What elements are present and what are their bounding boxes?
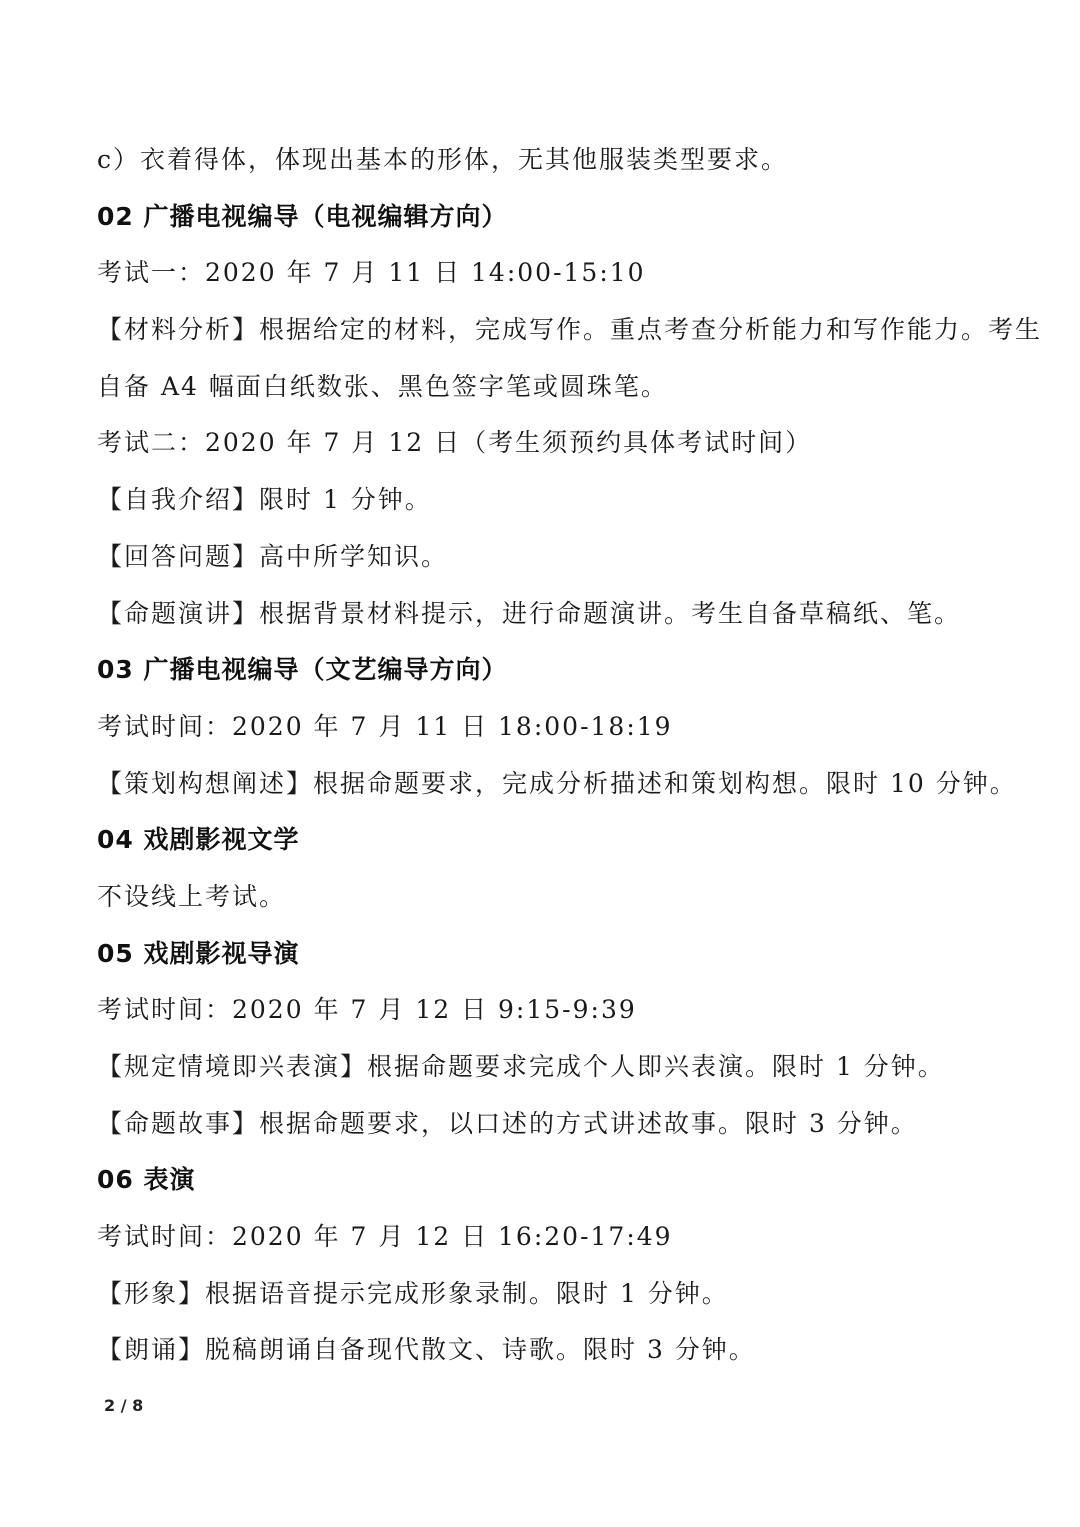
document-body — [97, 136, 1043, 1383]
page-number: 2 / 8 — [104, 1396, 144, 1415]
section-heading-06: 06 表演 — [97, 1165, 196, 1195]
line-image: 【形象】根据语音提示完成形象录制。限时 1 分钟。 — [97, 1278, 729, 1308]
line-story: 【命题故事】根据命题要求，以口述的方式讲述故事。限时 3 分钟。 — [97, 1108, 918, 1138]
section-heading-03: 03 广播电视编导（文艺编导方向） — [97, 655, 508, 685]
section-heading-04: 04 戏剧影视文学 — [97, 825, 300, 855]
line-recitation: 【朗诵】脱稿朗诵自备现代散文、诗歌。限时 3 分钟。 — [97, 1335, 756, 1365]
line-exam-one-time: 考试一：2020 年 7 月 11 日 14:00-15:10 — [97, 258, 646, 288]
line-attire-requirement: c）衣着得体，体现出基本的形体，无其他服装类型要求。 — [97, 145, 789, 174]
line-improv: 【规定情境即兴表演】根据命题要求完成个人即兴表演。限时 1 分钟。 — [97, 1052, 945, 1081]
line-topic-speech: 【命题演讲】根据背景材料提示，进行命题演讲。考生自备草稿纸、笔。 — [97, 598, 962, 628]
line-exam-time-03: 考试时间：2020 年 7 月 11 日 18:00-18:19 — [97, 711, 673, 741]
line-no-online-exam: 不设线上考试。 — [97, 881, 287, 911]
line-answer-questions: 【回答问题】高中所学知识。 — [97, 541, 449, 571]
line-exam-time-06: 考试时间：2020 年 7 月 12 日 16:20-17:49 — [97, 1222, 673, 1252]
line-planning: 【策划构想阐述】根据命题要求，完成分析描述和策划构想。限时 10 分钟。 — [97, 768, 1017, 798]
section-heading-05: 05 戏剧影视导演 — [97, 938, 300, 968]
line-material-analysis-cont: 自备 A4 幅面白纸数张、黑色签字笔或圆珠笔。 — [97, 371, 668, 401]
section-heading-02: 02 广播电视编导（电视编辑方向） — [97, 201, 508, 231]
line-exam-time-05: 考试时间：2020 年 7 月 12 日 9:15-9:39 — [97, 995, 637, 1025]
line-exam-two-time: 考试二：2020 年 7 月 12 日（考生须预约具体考试时间） — [97, 428, 813, 458]
line-self-intro: 【自我介绍】限时 1 分钟。 — [97, 485, 432, 515]
line-material-analysis: 【材料分析】根据给定的材料，完成写作。重点考查分析能力和写作能力。考生 — [97, 315, 1043, 345]
